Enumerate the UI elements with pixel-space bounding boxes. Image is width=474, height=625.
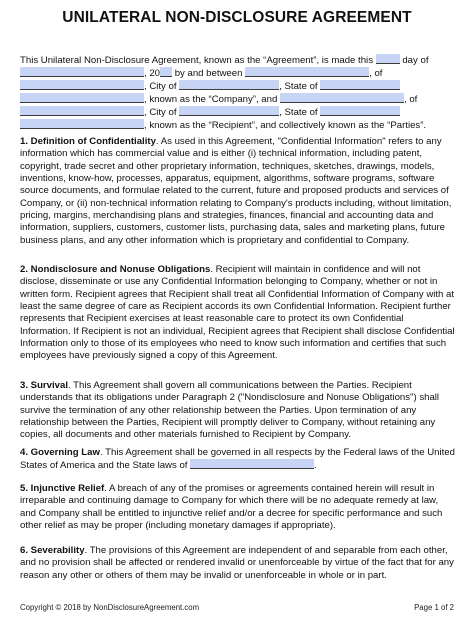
section-heading: 5. Injunctive Relief xyxy=(20,483,105,494)
section-heading: 1. Definition of Confidentiality xyxy=(20,136,156,147)
section-definition xyxy=(20,136,456,247)
section-body: . As used in this Agreement, "Confidential Information" refers to any information which has commercial value and is either (i) technical information, including patent, copyright, trade secret and other proprietary information, techniques, sketches, drawings, models, inventions, know-how, processes, apparatus, equipment, algorithms, software programs, software source documents, and formulae related to the current, future and proposed products and services of Company, or (ii) non-technical information relating to Company's products including, without limitation, pricing, margins, merchandising plans and strategies, finances, financial and accounting data and information, suppliers, customers, customer lists, purchasing data, sales and marketing plans, future business plans, and any other information which is proprietary and confidential to Company. xyxy=(20,136,452,246)
intro-text: , 20 xyxy=(144,68,161,79)
section-survival xyxy=(20,380,456,442)
day-field[interactable] xyxy=(376,54,400,64)
intro-line-2 xyxy=(20,67,382,80)
intro-text: , known as the “Recipient”, and collectively known as the “Parties”. xyxy=(144,120,427,131)
intro-text: day of xyxy=(402,55,429,66)
intro-text: , City of xyxy=(144,81,177,92)
section-tail: . xyxy=(314,460,317,472)
section-body: . Recipient will maintain in confidence and will not disclose, disseminate or use any Confidential Information belonging to Company, whether or not in written form. Recipient agrees that Recipient shall treat all Confidential Information of Company with at least the same degree of care as Recipient accords its own Confidential Information. Recipient further represents that Recipient exercises at least reasonable care to protect its own Confidential Information. If Recipient is not an individual, Recipient agrees that Recipient shall disclose Confidential Information only to those of its employees who need to know such information and certifies that such employees have previously signed a copy of this Agreement. xyxy=(20,264,455,362)
section-governing-law xyxy=(20,447,456,473)
intro-line-4 xyxy=(20,93,417,106)
intro-text: , of xyxy=(369,68,383,79)
section-body: . The provisions of this Agreement are independent of and separable from each other, and no provision shall be affected or rendered invalid or unenforceable by virtue of the fact that for any reason any other or others of them may be invalid or unenforceable in whole or in part. xyxy=(20,545,454,581)
intro-line-3 xyxy=(20,80,400,93)
month-field[interactable] xyxy=(20,67,144,77)
intro-text: , known as the “Company”, and xyxy=(144,94,278,105)
year-field[interactable] xyxy=(160,67,172,77)
section-injunctive-relief xyxy=(20,483,456,532)
company-name-field[interactable] xyxy=(245,67,369,77)
recipient-label-field[interactable] xyxy=(20,119,144,129)
intro-line-5 xyxy=(20,106,400,119)
section-heading: 3. Survival xyxy=(20,380,68,391)
section-body: . This Agreement shall be governed in all respects by the Federal laws of the United States of America and the State laws of xyxy=(20,447,455,472)
section-heading: 4. Governing Law xyxy=(20,447,100,458)
footer-copyright: Copyright © 2018 by NonDisclosureAgreement.com xyxy=(20,603,200,612)
recipient-address-field[interactable] xyxy=(20,106,144,116)
section-severability xyxy=(20,545,456,582)
intro-text: by and between xyxy=(174,68,243,79)
company-address-field[interactable] xyxy=(20,80,144,90)
governing-state-field[interactable] xyxy=(190,459,314,469)
intro-text: , City of xyxy=(144,107,177,118)
intro-line-6 xyxy=(20,119,426,132)
company-state-field[interactable] xyxy=(320,80,400,90)
company-city-field[interactable] xyxy=(179,80,279,90)
recipient-name-field[interactable] xyxy=(280,93,404,103)
footer-page-number: Page 1 of 2 xyxy=(414,603,454,612)
section-heading: 2. Nondisclosure and Nonuse Obligations xyxy=(20,264,211,275)
recipient-city-field[interactable] xyxy=(179,106,279,116)
recipient-state-field[interactable] xyxy=(320,106,400,116)
section-body: . A breach of any of the promises or agreements contained herein will result in irreparable and continuing damage to Company for which there will be no adequate remedy at law, and Company shall be entitled to injunctive relief and/or a decree for specific performance and such other relief as may be proper (including monetary damages if appropriate). xyxy=(20,483,443,532)
section-nondisclosure xyxy=(20,264,456,363)
intro-text: , State of xyxy=(279,107,318,118)
intro-line-1 xyxy=(20,54,428,67)
intro-text: , of xyxy=(404,94,418,105)
intro-text: , State of xyxy=(279,81,318,92)
document-title: UNILATERAL NON-DISCLOSURE AGREEMENT xyxy=(62,9,412,26)
section-heading: 6. Severability xyxy=(20,545,85,556)
intro-text: This Unilateral Non-Disclosure Agreement, known as the “Agreement”, is made this xyxy=(20,55,373,66)
section-body: . This Agreement shall govern all communications between the Parties. Recipient understands that its obligations under Paragraph 2 ("Nondisclosure and Nonuse Obligations") shall survive the termination of any other relationship between the Parties. Upon termination of any relationship between the Parties, Recipient will promptly deliver to Company, without retaining any copies, all documents and other materials furnished to Recipient by Company. xyxy=(20,380,440,441)
company-label-field[interactable] xyxy=(20,93,144,103)
